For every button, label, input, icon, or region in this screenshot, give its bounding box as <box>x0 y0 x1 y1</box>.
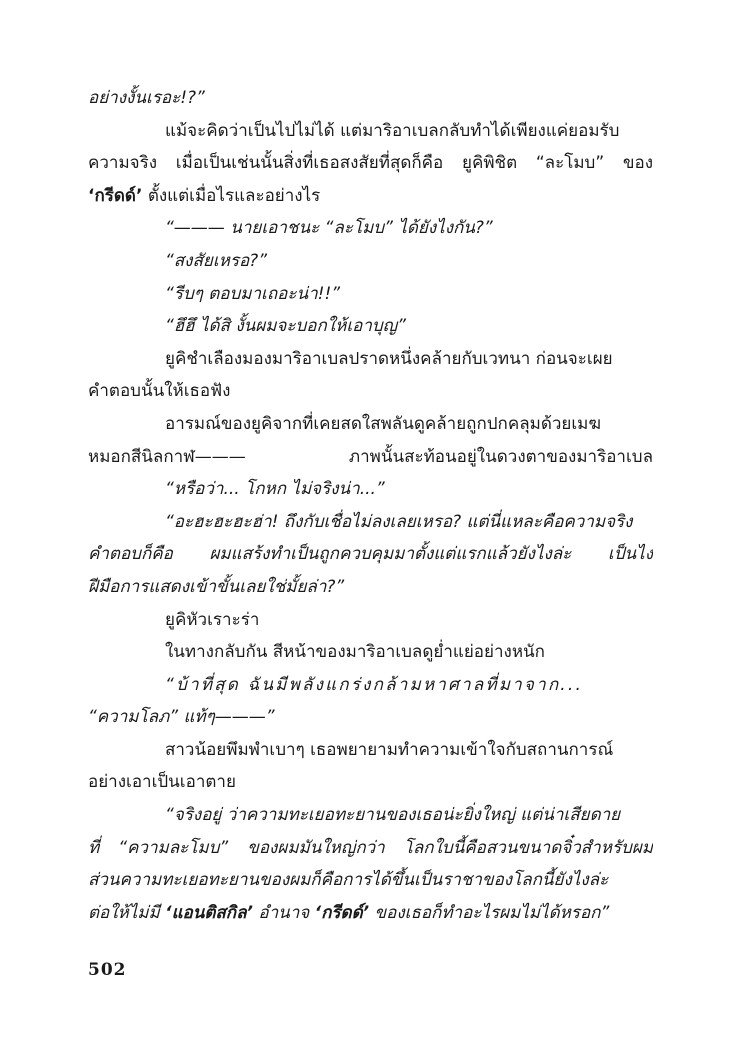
text-line-22: อย่างเอาเป็นเอาตาย <box>88 772 236 793</box>
page-number: 502 <box>88 960 127 980</box>
bold-term-greed-2: ‘กรีดด์’ <box>314 902 370 923</box>
text-line-4 <box>88 180 653 213</box>
text-line-2: แม้จะคิดว่าเป็นไปไม่ได้ แต่มาริอาเบลกลับทำได้เพียงแค่ยอมรับ <box>165 120 620 141</box>
book-page-body <box>88 82 653 929</box>
text-line-3: ความจริง เมื่อเป็นเช่นนั้นสิ่งที่เธอสงสัยที่สุดก็คือ ยูคิพิชิต “ละโมบ” ของ <box>88 153 653 174</box>
text-line-6: “สงสัยเหรอ?” <box>165 250 268 271</box>
text-line-4-rest: ตั้งแต่เมื่อไรและอย่างไร <box>142 185 321 206</box>
text-line-26-part-2: อำนาจ <box>252 902 315 923</box>
text-line-21: สาวน้อยพึมพำเบาๆ เธอพยายามทำความเข้าใจกับสถานการณ์ <box>165 739 614 760</box>
text-line-25: ส่วนความทะเยอทะยานของผมก็คือการได้ขึ้นเป็นราชาของโลกนี้ยังไงล่ะ <box>88 870 609 891</box>
text-line-18: ในทางกลับกัน สีหน้าของมาริอาเบลดูย่ำแย่อย่างหนัก <box>165 642 545 663</box>
text-line-12: หมอกสีนิลกาฬ——— ภาพนั้นสะท้อนอยู่ในดวงตาของมาริอาเบล <box>88 446 653 467</box>
text-line-11: อารมณ์ของยูคิจากที่เคยสดใสพลันดูคล้ายถูกปกคลุมด้วยเมฆ <box>165 413 601 434</box>
text-line-7: “รีบๆ ตอบมาเถอะน่า!!” <box>165 283 341 304</box>
bold-term-antiskill: ‘แอนติสกิล’ <box>165 902 253 923</box>
text-line-26-part-1: ต่อให้ไม่มี <box>88 902 166 923</box>
bold-term-greed: ‘กรีดด์’ <box>88 185 143 206</box>
text-line-17: ยูคิหัวเราะร่า <box>165 609 260 630</box>
text-line-24: ที่ “ความละโมบ” ของผมมันใหญ่กว่า โลกใบนี้คือสวนขนาดจิ๋วสำหรับผม <box>88 837 653 858</box>
text-line-14: “อะฮะฮะฮะฮ่า! ถึงกับเชื่อไม่ลงเลยเหรอ? แต่นี่แหละคือความจริง <box>165 511 633 532</box>
text-line-1: อย่างงั้นเรอะ!?” <box>88 88 205 108</box>
text-line-26 <box>88 897 653 930</box>
text-line-8: “ฮึฮึ ได้สิ งั้นผมจะบอกให้เอาบุญ” <box>165 316 406 337</box>
text-line-19: “บ้าที่สุด ฉันมีพลังแกร่งกล้ามหาศาลที่มาจาก... <box>165 674 584 695</box>
text-line-9: ยูคิชำเลืองมองมาริอาเบลปราดหนึ่งคล้ายกับเวทนา ก่อนจะเผย <box>165 348 613 369</box>
text-line-13: “หรือว่า... โกหก ไม่จริงน่า...” <box>165 479 385 500</box>
text-line-15: คำตอบก็คือ ผมแสร้งทำเป็นถูกควบคุมมาตั้งแต่แรกแล้วยังไงล่ะ เป็นไง <box>88 544 653 565</box>
text-line-5: “——— นายเอาชนะ “ละโมบ” ได้ยังไงกัน?” <box>165 218 493 239</box>
text-line-16: ฝีมือการแสดงเข้าขั้นเลยใช่มั้ยล่า?” <box>88 576 345 597</box>
text-line-20: “ความโลภ” แท้ๆ———” <box>88 707 275 728</box>
text-line-26-part-3: ของเธอก็ทำอะไรผมไม่ได้หรอก” <box>369 902 610 923</box>
text-line-23: “จริงอยู่ ว่าความทะเยอทะยานของเธอน่ะยิ่งใหญ่ แต่น่าเสียดาย <box>165 805 621 826</box>
text-line-10: คำตอบนั้นให้เธอฟัง <box>88 381 231 402</box>
